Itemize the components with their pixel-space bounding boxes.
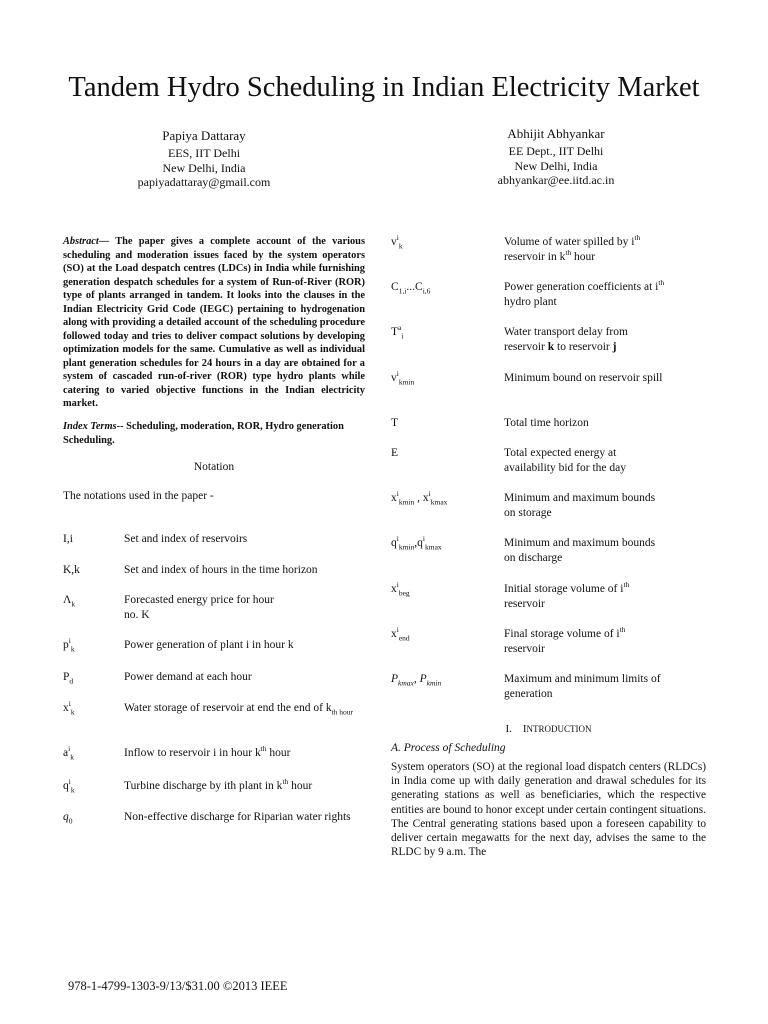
notation-symbol: $x^i_k$: [63, 699, 75, 717]
author-dept: EES, IIT Delhi: [167, 146, 241, 160]
notation-desc: Turbine discharge by ith plant in $k^{th}$ hour: [124, 777, 313, 792]
introduction-paragraph: System operators (SO) at the regional load dispatch centers (RLDCs) in India come up with daily generation and drawal schedules for its generating stations as well as beneficiaries, which the respective entities are bound to honor except under certain contingent situations. The Central generating stations based upon a foreseen capability to deliver certain megawatts for the next day, advises the same to the RLDC by 9 a.m. The: [391, 761, 706, 859]
subsection-heading: A. Process of Scheduling: [391, 742, 506, 754]
notation-desc: Water transport delay from reservoir k to reservoir j: [504, 326, 628, 353]
index-terms: [63, 420, 365, 447]
abstract-text: The paper gives a complete account of the various scheduling and moderation issues faced by the system operators (SO) at the Load despatch centres (LDCs) in India while furnishing generation despatch schedules for a system of Run-of-River (ROR) type of plants arranged in tandem. It looks into the clauses in the Indian Electricity Grid Code (IEGC) pertaining to hydrogenation along with providing a detailed account of the scheduling procedure followed today and tries to deliver compact solutions by developing optimization models for the same. Cumulative as well as individual plant generation schedules for 24 hours in a day are obtained for a system of cascaded run-of-river (ROR) type hydro plants while catering to varied objective functions in the Indian electricity market.: [63, 236, 365, 409]
notation-symbol: $x^i_{beg}$: [391, 580, 410, 598]
notation-symbol: E: [391, 447, 399, 459]
author-dept: EE Dept., IIT Delhi: [508, 144, 604, 158]
notation-symbol: $C_{1,i}...C_{i,6}$: [391, 281, 431, 296]
notation-symbol: $a^i_k$: [63, 744, 74, 762]
copyright-footer: 978-1-4799-1303-9/13/$31.00 ©2013 IEEE: [68, 979, 288, 993]
notation-desc: Total expected energy at availability bid for the day: [504, 447, 626, 474]
notation-symbol: $x^i_{end}$: [391, 625, 410, 643]
notation-desc: Set and index of hours in the time horizon: [124, 564, 318, 576]
notation-symbol: I,i: [63, 533, 73, 545]
index-terms-text: Scheduling, moderation, ROR, Hydro generation Scheduling.: [63, 421, 344, 446]
notation-desc: Set and index of reservoirs: [124, 533, 248, 545]
notation-heading: Notation: [193, 461, 235, 473]
notation-symbol: $P_d$: [63, 671, 74, 686]
author-name: Abhijit Abhyankar: [507, 126, 605, 141]
index-terms-label: Index Terms: [63, 421, 117, 432]
author-email: papiyadattaray@gmail.com: [137, 175, 271, 189]
notation-desc: Maximum and minimum limits of generation: [504, 673, 661, 700]
notation-symbol: $q^i_k$: [63, 777, 75, 795]
notation-desc: Power generation coefficients at $i^{th}$ hydro plant: [504, 278, 665, 308]
notation-desc: Minimum and maximum bounds on discharge: [504, 537, 656, 564]
section-title-rest: NTRODUCTION: [526, 724, 592, 734]
notation-symbol: $P_{kmax}$, $P_{kmin}$: [391, 673, 442, 688]
section-title-first: I: [522, 723, 527, 735]
notation-symbol: $x^i_{kmin}$ , $x^i_{kmax}$: [391, 489, 448, 507]
notation-desc: Water storage of reservoir at end the end of $k_{th hour}$: [124, 702, 354, 717]
author-city: New Delhi, India: [514, 158, 598, 173]
notation-desc: Power generation of plant i in hour k: [124, 639, 294, 651]
notation-symbol: $q_0$: [63, 811, 73, 826]
index-terms-dash: --: [116, 421, 127, 432]
notation-desc: Minimum and maximum bounds on storage: [504, 492, 656, 519]
notation-desc: Power demand at each hour: [124, 671, 252, 683]
notation-desc: Final storage volume of $i^{th}$ reservoir: [504, 625, 626, 655]
notation-symbol: $T^a_i$: [391, 323, 404, 341]
notation-symbol: $\Lambda_k$: [63, 594, 76, 609]
notation-desc: Non-effective discharge for Riparian water rights: [124, 811, 351, 823]
notation-symbol: $p^i_k$: [63, 636, 75, 654]
notation-desc: Total time horizon: [504, 417, 589, 429]
notation-symbol: K,k: [63, 564, 80, 576]
notation-symbol: $v^i_{kmin}$: [391, 369, 415, 387]
abstract: [63, 235, 365, 411]
notation-intro: The notations used in the paper -: [63, 490, 214, 502]
abstract-dash: —: [98, 236, 116, 247]
author-city: New Delhi, India: [162, 160, 246, 175]
author-name: Papiya Dattaray: [162, 128, 246, 143]
notation-symbol: T: [391, 417, 399, 429]
author-email: abhyankar@ee.iitd.ac.in: [497, 173, 615, 187]
notation-desc: Inflow to reservoir i in hour $k^{th}$ hour: [124, 744, 291, 759]
author-block-1: [118, 128, 290, 190]
notation-desc: Forecasted energy price for hour no. K: [124, 594, 274, 621]
notation-symbol: $q^i_{kmin},q^i_{kmax}$: [391, 534, 442, 552]
section-number: I.: [505, 723, 512, 735]
notation-desc: Minimum bound on reservoir spill: [504, 372, 663, 384]
notation-desc: Volume of water spilled by $i^{th}$ reservoir in $k^{th}$ hour: [504, 233, 641, 263]
paper-title: Tandem Hydro Scheduling in Indian Electricity Market: [68, 72, 700, 103]
notation-desc: Initial storage volume of $i^{th}$ reservoir: [504, 580, 630, 610]
author-block-2: [470, 126, 642, 188]
notation-symbol: $v^i_k$: [391, 233, 403, 251]
abstract-label: Abstract: [63, 236, 99, 247]
section-heading: [391, 723, 706, 735]
